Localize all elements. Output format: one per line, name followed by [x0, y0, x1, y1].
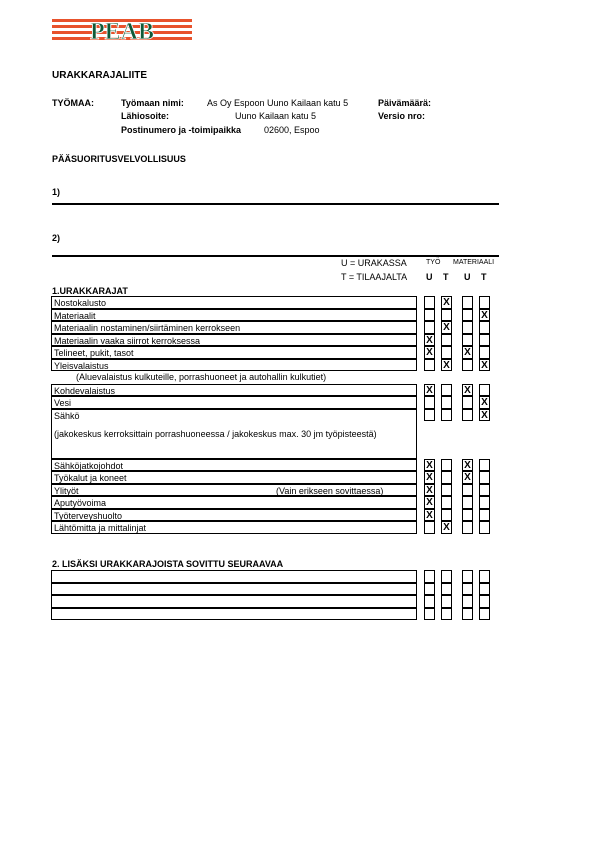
legend-u: U = URAKASSA: [341, 258, 407, 268]
checkbox: [424, 396, 435, 409]
checkbox: [479, 484, 490, 497]
legend-work-header: TYÖ: [426, 259, 441, 266]
row-label: Aputyövoima: [54, 498, 107, 508]
table-row: [51, 608, 417, 621]
obligation-line-1: [52, 203, 499, 205]
table-row: [51, 409, 417, 459]
x-mark: X: [464, 459, 471, 471]
checkbox: [479, 384, 490, 397]
table-row: [51, 509, 417, 522]
checkbox: [441, 583, 452, 596]
row-label: Yleisvalaistus: [54, 360, 109, 371]
checkbox: [462, 509, 473, 522]
checkbox: [441, 396, 452, 409]
x-mark: X: [481, 409, 488, 421]
checkbox: [441, 409, 452, 422]
table-row: [51, 484, 417, 497]
table-row: [51, 359, 417, 372]
x-mark: X: [464, 347, 471, 358]
checkbox: [462, 595, 473, 608]
checkbox: [462, 309, 473, 322]
checkbox: [479, 471, 490, 484]
table-row: [51, 496, 417, 509]
x-mark: X: [464, 384, 471, 396]
checkbox: [462, 496, 473, 509]
worksite-name-label: Työmaan nimi:: [121, 98, 184, 108]
x-mark: X: [426, 509, 433, 521]
address-label: Lähiosoite:: [121, 111, 170, 121]
x-mark: X: [426, 484, 433, 496]
x-mark: X: [464, 472, 471, 483]
table-row: [51, 521, 417, 534]
checkbox: [479, 296, 490, 309]
row-label: Materiaalin vaaka siirrot kerroksessa: [54, 335, 201, 346]
checkbox: [462, 409, 473, 422]
checkbox: [462, 608, 473, 621]
table-row: [51, 309, 417, 322]
checkbox: [462, 484, 473, 497]
checkbox: [462, 321, 473, 334]
note-text: (Aluevalaistus kulkuteille, porrashuoneet ja autohallin kulkutiet): [76, 372, 327, 382]
checkbox: [424, 570, 435, 583]
row-label: Materiaalin nostaminen/siirtäminen kerrokseen: [54, 323, 241, 333]
checkbox: [462, 359, 473, 372]
address-value: Uuno Kailaan katu 5: [235, 111, 317, 121]
checkbox: [424, 359, 435, 372]
row-label: Nostokalusto: [54, 298, 107, 308]
table-row: [51, 595, 417, 608]
checkbox: [424, 409, 435, 422]
date-label: Päivämäärä:: [378, 98, 432, 108]
x-mark: X: [443, 297, 450, 308]
col-material-u: U: [464, 272, 471, 282]
col-work-t: T: [443, 272, 449, 282]
checkbox: [424, 309, 435, 322]
checkbox: [462, 396, 473, 409]
row-label: Kohdevalaistus: [54, 385, 116, 396]
x-mark: X: [426, 472, 433, 483]
row-label: Työterveyshuolto: [54, 510, 123, 521]
checkbox: [441, 459, 452, 472]
checkbox: [441, 484, 452, 497]
col-material-t: T: [481, 272, 487, 282]
checkbox: [462, 334, 473, 347]
section2-title: 2. LISÄKSI URAKKARAJOISTA SOVITTU SEURAAVAA: [52, 559, 284, 569]
checkbox: [441, 509, 452, 522]
obligation-item-1: 1): [52, 187, 61, 197]
table-row: [51, 321, 417, 334]
table-row: [51, 570, 417, 583]
checkbox: [441, 471, 452, 484]
row-extra: (jakokeskus kerroksittain porrashuoneessa / jakokeskus max. 30 jm työpisteestä): [54, 428, 377, 439]
table-row: [51, 296, 417, 309]
section1-title: 1.URAKKARAJAT: [52, 286, 128, 296]
checkbox: [424, 608, 435, 621]
row-label: Työkalut ja koneet: [54, 473, 127, 483]
row-label: Materiaalit: [54, 310, 96, 321]
x-mark: X: [426, 497, 433, 508]
checkbox: [479, 496, 490, 509]
svg-text:PEAB: PEAB: [89, 19, 155, 41]
checkbox: [424, 521, 435, 534]
checkbox: [479, 509, 490, 522]
checkbox: [441, 595, 452, 608]
checkbox: [441, 309, 452, 322]
checkbox: [441, 570, 452, 583]
checkbox: [441, 496, 452, 509]
checkbox: [462, 296, 473, 309]
checkbox: [462, 583, 473, 596]
postal-value: 02600, Espoo: [264, 125, 320, 135]
legend-material-header: MATERIAALI: [453, 259, 495, 266]
table-row: [51, 471, 417, 484]
x-mark: X: [426, 459, 433, 471]
worksite-label: TYÖMAA:: [52, 98, 94, 108]
postal-label: Postinumero ja -toimipaikka: [121, 125, 242, 135]
row-label: Vesi: [54, 398, 72, 408]
checkbox: [479, 570, 490, 583]
x-mark: X: [443, 359, 450, 371]
worksite-name-value: As Oy Espoon Uuno Kailaan katu 5: [207, 98, 349, 108]
x-mark: X: [481, 359, 488, 371]
x-mark: X: [426, 334, 433, 346]
checkbox: [424, 595, 435, 608]
version-label: Versio nro:: [378, 111, 426, 121]
x-mark: X: [481, 309, 488, 321]
checkbox: [479, 459, 490, 472]
row-label: Telineet, pukit, tasot: [54, 348, 134, 358]
x-mark: X: [443, 522, 450, 533]
checkbox: [441, 384, 452, 397]
checkbox: [462, 570, 473, 583]
x-mark: X: [481, 397, 488, 408]
document-title: URAKKARAJALIITE: [52, 70, 147, 81]
checkbox: [441, 334, 452, 347]
table-row: [51, 396, 417, 409]
peab-logo: [52, 18, 192, 41]
x-mark: X: [426, 384, 433, 396]
checkbox: [441, 608, 452, 621]
checkbox: [424, 583, 435, 596]
row-label: Lähtömitta ja mittalinjat: [54, 523, 147, 533]
table-row: [51, 346, 417, 359]
checkbox: [479, 521, 490, 534]
x-mark: X: [443, 322, 450, 333]
checkbox: [462, 521, 473, 534]
checkbox: [424, 296, 435, 309]
obligation-line-2: [52, 255, 499, 257]
obligation-item-2: 2): [52, 233, 61, 243]
table-row: [51, 459, 417, 472]
checkbox: [479, 608, 490, 621]
checkbox: [479, 346, 490, 359]
checkbox: [441, 346, 452, 359]
checkbox: [479, 595, 490, 608]
table-row: [51, 334, 417, 347]
table-row: [51, 583, 417, 596]
checkbox: [479, 334, 490, 347]
row-aside: (Vain erikseen sovittaessa): [276, 485, 384, 496]
row-label: Sähköjatkojohdot: [54, 460, 124, 471]
col-work-u: U: [426, 272, 433, 282]
table-row: [51, 384, 417, 397]
checkbox: [479, 321, 490, 334]
checkbox: [479, 583, 490, 596]
row-label: Sähkö: [54, 410, 80, 421]
legend-t: T = TILAAJALTA: [341, 272, 408, 282]
main-obligation-title: PÄÄSUORITUSVELVOLLISUUS: [52, 154, 186, 164]
checkbox: [424, 321, 435, 334]
x-mark: X: [426, 347, 433, 358]
row-label: Ylityöt: [54, 485, 79, 496]
